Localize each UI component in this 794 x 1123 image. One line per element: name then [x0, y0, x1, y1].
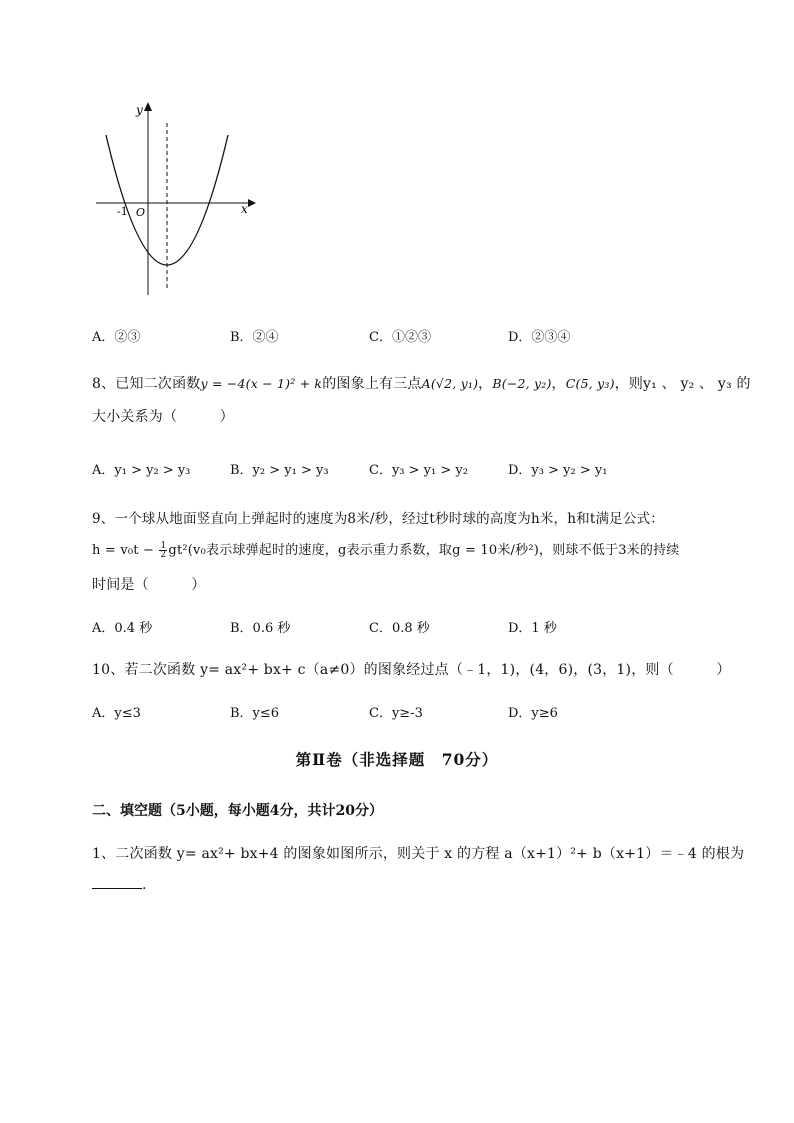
part2-title: 第Ⅱ卷（非选择题 70分） [295, 750, 499, 769]
x-axis-arrow [248, 199, 256, 207]
q10-option-c[interactable]: C．y≥-3 [369, 706, 423, 721]
q8-option-c[interactable]: C．y₃ > y₁ > y₂ [369, 463, 468, 478]
q8-option-d[interactable]: D．y₃ > y₂ > y₁ [508, 463, 608, 478]
q8-option-a[interactable]: A．y₁ > y₂ > y₃ [92, 463, 191, 478]
q9-option-c[interactable]: C．0.8 秒 [369, 621, 430, 636]
q8-point-a: A(√2, y₁) [421, 376, 479, 391]
q8-line2: 大小关系为（ ） [92, 409, 234, 425]
q9-option-a[interactable]: A．0.4 秒 [92, 621, 153, 636]
tick-neg1: -1 [117, 205, 128, 218]
q8-point-b: B(−2, y₂) [492, 376, 552, 391]
q9-line1: 9、一个球从地面竖直向上弹起时的速度为8米/秒，经过t秒时球的高度为h米，h和t满足公式： [92, 511, 664, 527]
q10-option-b[interactable]: B．y≤6 [230, 706, 280, 721]
q8-point-c: C(5, y₃) [565, 376, 615, 391]
q8-prefix: 8、已知二次函数 [92, 376, 201, 392]
q8-end: ，则y₁ 、 y₂ 、 y₃ 的 [614, 376, 751, 392]
q9-formula-end: gt²(v₀表示球弹起时的速度，g表示重力系数，取g = 10米/秒²)，则球不低于3米的持续 [168, 543, 680, 558]
q7-option-c[interactable]: C．①②③ [369, 330, 431, 345]
q9-formula-start: h = v₀t − [92, 543, 155, 558]
parabola-graph [90, 95, 260, 305]
origin-label: O [136, 206, 146, 219]
q10-option-d[interactable]: D．y≥6 [508, 706, 558, 721]
fill1-line1: 1、二次函数 y= ax²+ bx+4 的图象如图所示，则关于 x 的方程 a（x+1）²+ b（x+1）＝﹣4 的根为 [92, 846, 745, 862]
y-axis-label: y [136, 103, 143, 117]
q9-line2 [92, 539, 679, 559]
q9-frac-num: 1 [160, 541, 167, 551]
q7-option-d[interactable]: D．②③④ [508, 330, 571, 345]
q9-frac-den: 2 [160, 550, 167, 560]
q8-line1: 8、已知二次函数y = −4(x − 1)² + k的图象上有三点A(√2, y₁)，B(−2, y₂)，C(5, y₃)，则y₁ 、 y₂ 、 y₃ 的 [92, 376, 751, 392]
q8-option-b[interactable]: B．y₂ > y₁ > y₃ [230, 463, 329, 478]
q10-line1: 10、若二次函数 y= ax²+ bx+ c（a≠0）的图象经过点（﹣1，1)，(4，6)，(3，1)，则（ ） [92, 662, 731, 678]
q9-option-b[interactable]: B．0.6 秒 [230, 621, 291, 636]
section-title: 二、填空题（5小题，每小题4分，共计20分） [92, 803, 383, 819]
q9-fraction [159, 542, 167, 559]
q8-formula: y = −4(x − 1)² + k [200, 376, 323, 391]
fill1-line2 [92, 876, 147, 893]
q7-option-a[interactable]: A．②③ [92, 330, 141, 345]
q10-option-a[interactable]: A．y≤3 [92, 706, 141, 721]
q8-mid: 的图象上有三点 [322, 376, 422, 392]
fill1-answer-blank[interactable] [92, 876, 142, 889]
q7-option-b[interactable]: B．②④ [230, 330, 279, 345]
q9-line3: 时间是（ ） [92, 577, 206, 593]
y-axis-arrow [144, 102, 152, 111]
fill1-line2-end: . [142, 877, 147, 893]
x-axis-label: x [241, 202, 248, 216]
q9-option-d[interactable]: D．1 秒 [508, 621, 557, 636]
